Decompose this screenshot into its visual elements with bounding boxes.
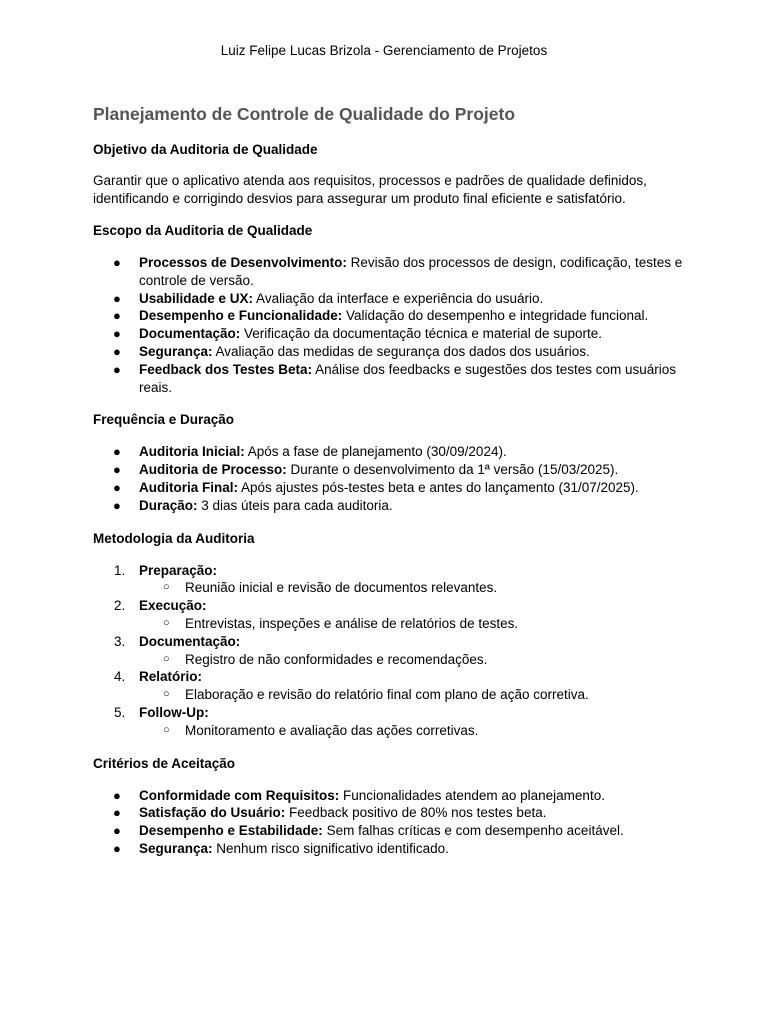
item-label: Feedback dos Testes Beta: [139,361,313,377]
sub-item-text: Elaboração e revisão do relatório final com plano de ação corretiva. [185,687,589,703]
bullet-icon: ● [113,361,121,377]
bullet-icon: ● [113,497,121,513]
bullet-icon: ● [113,823,121,839]
list-item [93,443,693,461]
bullet-icon: ● [113,326,121,342]
list-item [93,479,693,497]
item-label: Segurança: [139,840,213,856]
bullet-icon: ● [113,787,121,803]
document-title: Planejamento de Controle de Qualidade do Projeto [93,104,516,124]
list-item [93,633,693,669]
item-label: Desempenho e Estabilidade: [139,823,323,839]
item-text: Após ajustes pós-testes beta e antes do lançamento (31/07/2025). [238,479,639,495]
hollow-bullet-icon: ○ [163,616,170,629]
sub-item-text: Monitoramento e avaliação das ações corretivas. [185,722,479,738]
list-item [93,822,693,840]
sub-list-item [93,579,693,597]
hollow-bullet-icon: ○ [163,723,170,736]
step-number: 1. [114,562,126,578]
section-heading-frequency: Frequência e Duração [93,412,235,428]
item-text: Validação do desempenho e integridade funcional. [342,308,649,324]
item-text: Nenhum risco significativo identificado. [212,840,449,856]
item-label: Auditoria Inicial: [139,444,245,460]
page-header: Luiz Felipe Lucas Brizola - Gerenciamento de Projetos [220,43,548,58]
item-text: Análise dos feedbacks e sugestões dos testes com usuários reais. [139,361,677,395]
item-text: Revisão dos processos de design, codificação, testes e controle de versão. [139,255,683,288]
item-text: Avaliação das medidas de segurança dos dados dos usuários. [212,343,590,359]
bullet-icon: ● [113,840,121,856]
sub-item-text: Entrevistas, inspeções e análise de relatórios de testes. [185,615,519,631]
item-label: Documentação: [139,326,241,342]
bullet-icon: ● [113,255,121,270]
list-item [93,325,693,343]
item-label: Usabilidade e UX: [139,290,254,306]
sub-list-item [93,615,693,633]
frequency-list [93,443,693,514]
step-label: Follow-Up: [139,704,209,720]
item-text: Verificação da documentação técnica e material de suporte. [240,326,602,342]
section-heading-criteria: Critérios de Aceitação [93,755,236,771]
item-label: Satisfação do Usuário: [139,805,286,821]
list-item [93,254,693,290]
step-number: 2. [114,598,126,614]
section-heading-scope: Escopo da Auditoria de Qualidade [93,223,313,238]
section-heading-objective: Objetivo da Auditoria de Qualidade [93,142,318,157]
sub-list-item [93,651,693,669]
item-label: Processos de Desenvolvimento: [139,255,347,270]
step-number: 5. [114,704,126,720]
bullet-icon: ● [113,462,121,478]
item-label: Desempenho e Funcionalidade: [139,308,343,324]
step-number: 4. [114,669,126,685]
list-item [93,562,693,598]
list-item [93,497,693,515]
section-heading-methodology: Metodologia da Auditoria [93,530,255,546]
list-item [93,804,693,822]
sub-list-item [93,722,693,740]
item-text: 3 dias úteis para cada auditoria. [197,497,393,513]
hollow-bullet-icon: ○ [163,652,170,665]
step-label: Documentação: [139,633,241,649]
sub-list-item [93,686,693,704]
step-label: Preparação: [139,562,218,578]
list-item [93,787,693,805]
objective-paragraph: Garantir que o aplicativo atenda aos requisitos, processos e padrões de qualidade definidos, identificando e corrigindo desvios para assegurar um produto final eficiente e satisfatório. [93,173,647,206]
bullet-icon: ● [113,308,121,324]
criteria-list [93,787,693,858]
hollow-bullet-icon: ○ [163,688,170,701]
list-item [93,668,693,704]
item-text: Após a fase de planejamento (30/09/2024). [244,444,507,460]
list-item [93,307,693,325]
item-label: Auditoria de Processo: [139,462,287,478]
item-text: Funcionalidades atendem ao planejamento. [339,787,605,803]
bullet-icon: ● [113,479,121,495]
document-content [93,102,693,858]
step-label: Relatório: [139,669,203,685]
hollow-bullet-icon: ○ [163,581,170,594]
list-item [93,840,693,858]
item-text: Feedback positivo de 80% nos testes beta. [285,805,547,821]
bullet-icon: ● [113,444,121,460]
list-item [93,461,693,479]
step-label: Execução: [139,598,207,614]
item-label: Duração: [139,497,198,513]
item-label: Auditoria Final: [139,479,238,495]
bullet-icon: ● [113,290,121,306]
list-item [93,343,693,361]
item-text: Avaliação da interface e experiência do usuário. [253,290,544,306]
list-item [93,290,693,308]
item-text: Durante o desenvolvimento da 1ª versão (15/03/2025). [286,462,619,478]
bullet-icon: ● [113,343,121,359]
item-label: Segurança: [139,343,213,359]
scope-list [93,254,693,396]
item-text: Sem falhas críticas e com desempenho aceitável. [322,823,624,839]
sub-item-text: Registro de não conformidades e recomendações. [185,651,488,667]
list-item [93,361,693,397]
methodology-list [93,562,693,740]
step-number: 3. [114,633,126,649]
item-label: Conformidade com Requisitos: [139,787,340,803]
list-item [93,704,693,740]
bullet-icon: ● [113,805,121,821]
list-item [93,597,693,633]
sub-item-text: Reunião inicial e revisão de documentos relevantes. [185,580,498,596]
